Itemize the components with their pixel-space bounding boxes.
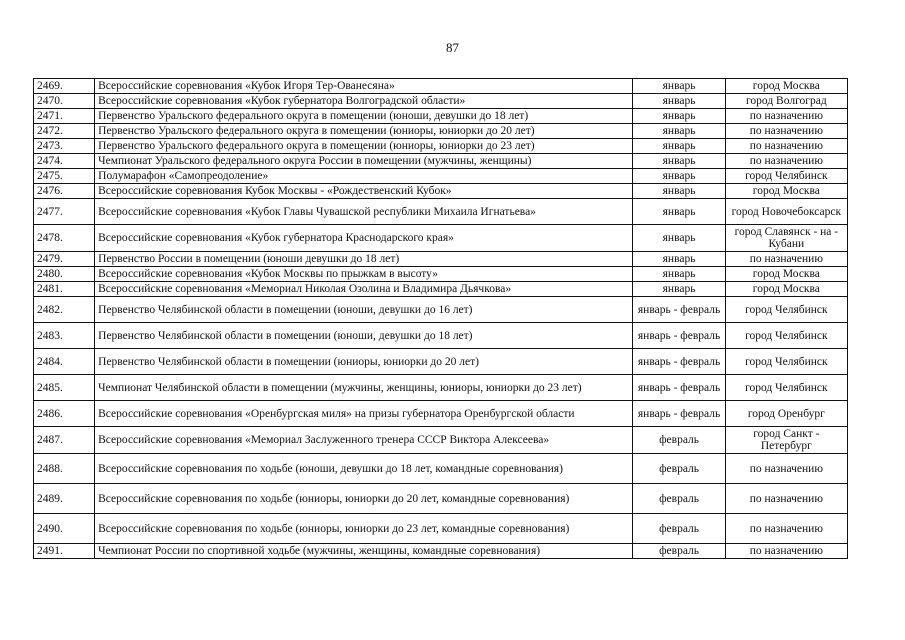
event-name: Первенство Челябинской области в помещении (юниоры, юниорки до 20 лет) (95, 349, 633, 375)
event-month: январь - февраль (633, 349, 725, 375)
event-name: Первенство Уральского федерального округа в помещении (юноши, девушки до 18 лет) (95, 109, 633, 124)
event-place: по назначению (725, 109, 847, 124)
event-place: по назначению (725, 252, 847, 267)
table-row (34, 544, 848, 559)
event-place: по назначению (725, 484, 847, 514)
event-place: город Челябинск (725, 375, 847, 401)
event-name: Всероссийские соревнования «Мемориал Николая Озолина и Владимира Дьячкова» (95, 282, 633, 297)
event-name: Первенство Уральского федерального округа в помещении (юниоры, юниорки до 23 лет) (95, 139, 633, 154)
event-month: январь (633, 154, 725, 169)
event-name: Первенство Челябинской области в помещении (юноши, девушки до 18 лет) (95, 323, 633, 349)
event-month: январь (633, 94, 725, 109)
row-number: 2491. (34, 544, 95, 559)
table-row (34, 401, 848, 427)
row-number: 2480. (34, 267, 95, 282)
event-month: январь - февраль (633, 401, 725, 427)
row-number: 2479. (34, 252, 95, 267)
row-number: 2484. (34, 349, 95, 375)
table-row (34, 94, 848, 109)
row-number: 2478. (34, 225, 95, 252)
event-name: Всероссийские соревнования «Мемориал Заслуженного тренера СССР Виктора Алексеева» (95, 427, 633, 454)
row-number: 2470. (34, 94, 95, 109)
event-place: город Санкт - Петербург (725, 427, 847, 454)
event-place: город Челябинск (725, 297, 847, 323)
event-month: январь (633, 267, 725, 282)
event-month: январь (633, 225, 725, 252)
row-number: 2475. (34, 169, 95, 184)
page-number: 87 (446, 40, 459, 55)
event-name: Первенство Челябинской области в помещении (юноши, девушки до 16 лет) (95, 297, 633, 323)
table-row (34, 267, 848, 282)
table-row (34, 514, 848, 544)
row-number: 2489. (34, 484, 95, 514)
event-month: январь (633, 79, 725, 94)
event-name: Чемпионат Уральского федерального округа России в помещении (мужчины, женщины) (95, 154, 633, 169)
event-name: Первенство России в помещении (юноши девушки до 18 лет) (95, 252, 633, 267)
event-month: февраль (633, 454, 725, 484)
table-row (34, 323, 848, 349)
event-place: по назначению (725, 514, 847, 544)
row-number: 2477. (34, 199, 95, 225)
row-number: 2486. (34, 401, 95, 427)
event-name: Чемпионат России по спортивной ходьбе (мужчины, женщины, командные соревнования) (95, 544, 633, 559)
table-row (34, 79, 848, 94)
table-row (34, 282, 848, 297)
event-name: Всероссийские соревнования «Кубок Москвы по прыжкам в высоту» (95, 267, 633, 282)
row-number: 2472. (34, 124, 95, 139)
event-place: город Москва (725, 184, 847, 199)
table-row (34, 124, 848, 139)
event-place: город Москва (725, 79, 847, 94)
event-month: январь (633, 169, 725, 184)
event-month: январь (633, 199, 725, 225)
event-place: по назначению (725, 454, 847, 484)
table-row (34, 454, 848, 484)
event-place: по назначению (725, 124, 847, 139)
event-place: город Оренбург (725, 401, 847, 427)
event-place: город Челябинск (725, 169, 847, 184)
event-month: январь (633, 252, 725, 267)
row-number: 2481. (34, 282, 95, 297)
event-place: по назначению (725, 139, 847, 154)
event-name: Полумарафон «Самопреодоление» (95, 169, 633, 184)
table-row (34, 375, 848, 401)
row-number: 2469. (34, 79, 95, 94)
event-place: по назначению (725, 154, 847, 169)
row-number: 2485. (34, 375, 95, 401)
table-row (34, 297, 848, 323)
event-place: город Челябинск (725, 349, 847, 375)
events-table-body (34, 79, 848, 559)
event-name: Всероссийские соревнования «Оренбургская миля» на призы губернатора Оренбургской области (95, 401, 633, 427)
event-month: февраль (633, 514, 725, 544)
event-month: январь - февраль (633, 297, 725, 323)
table-row (34, 169, 848, 184)
event-place: город Волгоград (725, 94, 847, 109)
event-name: Всероссийские соревнования «Кубок губернатора Волгоградской области» (95, 94, 633, 109)
event-month: январь (633, 124, 725, 139)
table-row (34, 484, 848, 514)
event-place: город Новочебоксарск (725, 199, 847, 225)
event-month: январь (633, 282, 725, 297)
event-month: февраль (633, 544, 725, 559)
table-row (34, 252, 848, 267)
event-name: Всероссийские соревнования «Кубок губернатора Краснодарского края» (95, 225, 633, 252)
event-place: город Москва (725, 282, 847, 297)
event-place: город Челябинск (725, 323, 847, 349)
event-place: город Москва (725, 267, 847, 282)
events-table (33, 78, 848, 559)
event-month: февраль (633, 427, 725, 454)
table-row (34, 154, 848, 169)
row-number: 2490. (34, 514, 95, 544)
event-month: январь - февраль (633, 323, 725, 349)
event-name: Всероссийские соревнования по ходьбе (юниоры, юниорки до 23 лет, командные соревнования) (95, 514, 633, 544)
event-month: январь (633, 139, 725, 154)
row-number: 2482. (34, 297, 95, 323)
row-number: 2488. (34, 454, 95, 484)
row-number: 2471. (34, 109, 95, 124)
table-row (34, 109, 848, 124)
table-row (34, 199, 848, 225)
table-row (34, 139, 848, 154)
row-number: 2473. (34, 139, 95, 154)
event-month: январь - февраль (633, 375, 725, 401)
event-name: Чемпионат Челябинской области в помещении (мужчины, женщины, юниоры, юниорки до 23 лет) (95, 375, 633, 401)
event-name: Всероссийские соревнования «Кубок Игоря Тер-Ованесяна» (95, 79, 633, 94)
row-number: 2483. (34, 323, 95, 349)
event-name: Всероссийские соревнования по ходьбе (юниоры, юниорки до 20 лет, командные соревнования) (95, 484, 633, 514)
event-month: февраль (633, 484, 725, 514)
event-name: Всероссийские соревнования «Кубок Главы Чувашской республики Михаила Игнатьева» (95, 199, 633, 225)
event-name: Всероссийские соревнования Кубок Москвы - «Рождественский Кубок» (95, 184, 633, 199)
event-month: январь (633, 184, 725, 199)
event-month: январь (633, 109, 725, 124)
row-number: 2476. (34, 184, 95, 199)
table-row (34, 427, 848, 454)
event-place: по назначению (725, 544, 847, 559)
row-number: 2487. (34, 427, 95, 454)
table-row (34, 184, 848, 199)
event-name: Первенство Уральского федерального округа в помещении (юниоры, юниорки до 20 лет) (95, 124, 633, 139)
event-place: город Славянск - на - Кубани (725, 225, 847, 252)
table-row (34, 225, 848, 252)
event-name: Всероссийские соревнования по ходьбе (юноши, девушки до 18 лет, командные соревнования) (95, 454, 633, 484)
row-number: 2474. (34, 154, 95, 169)
table-row (34, 349, 848, 375)
